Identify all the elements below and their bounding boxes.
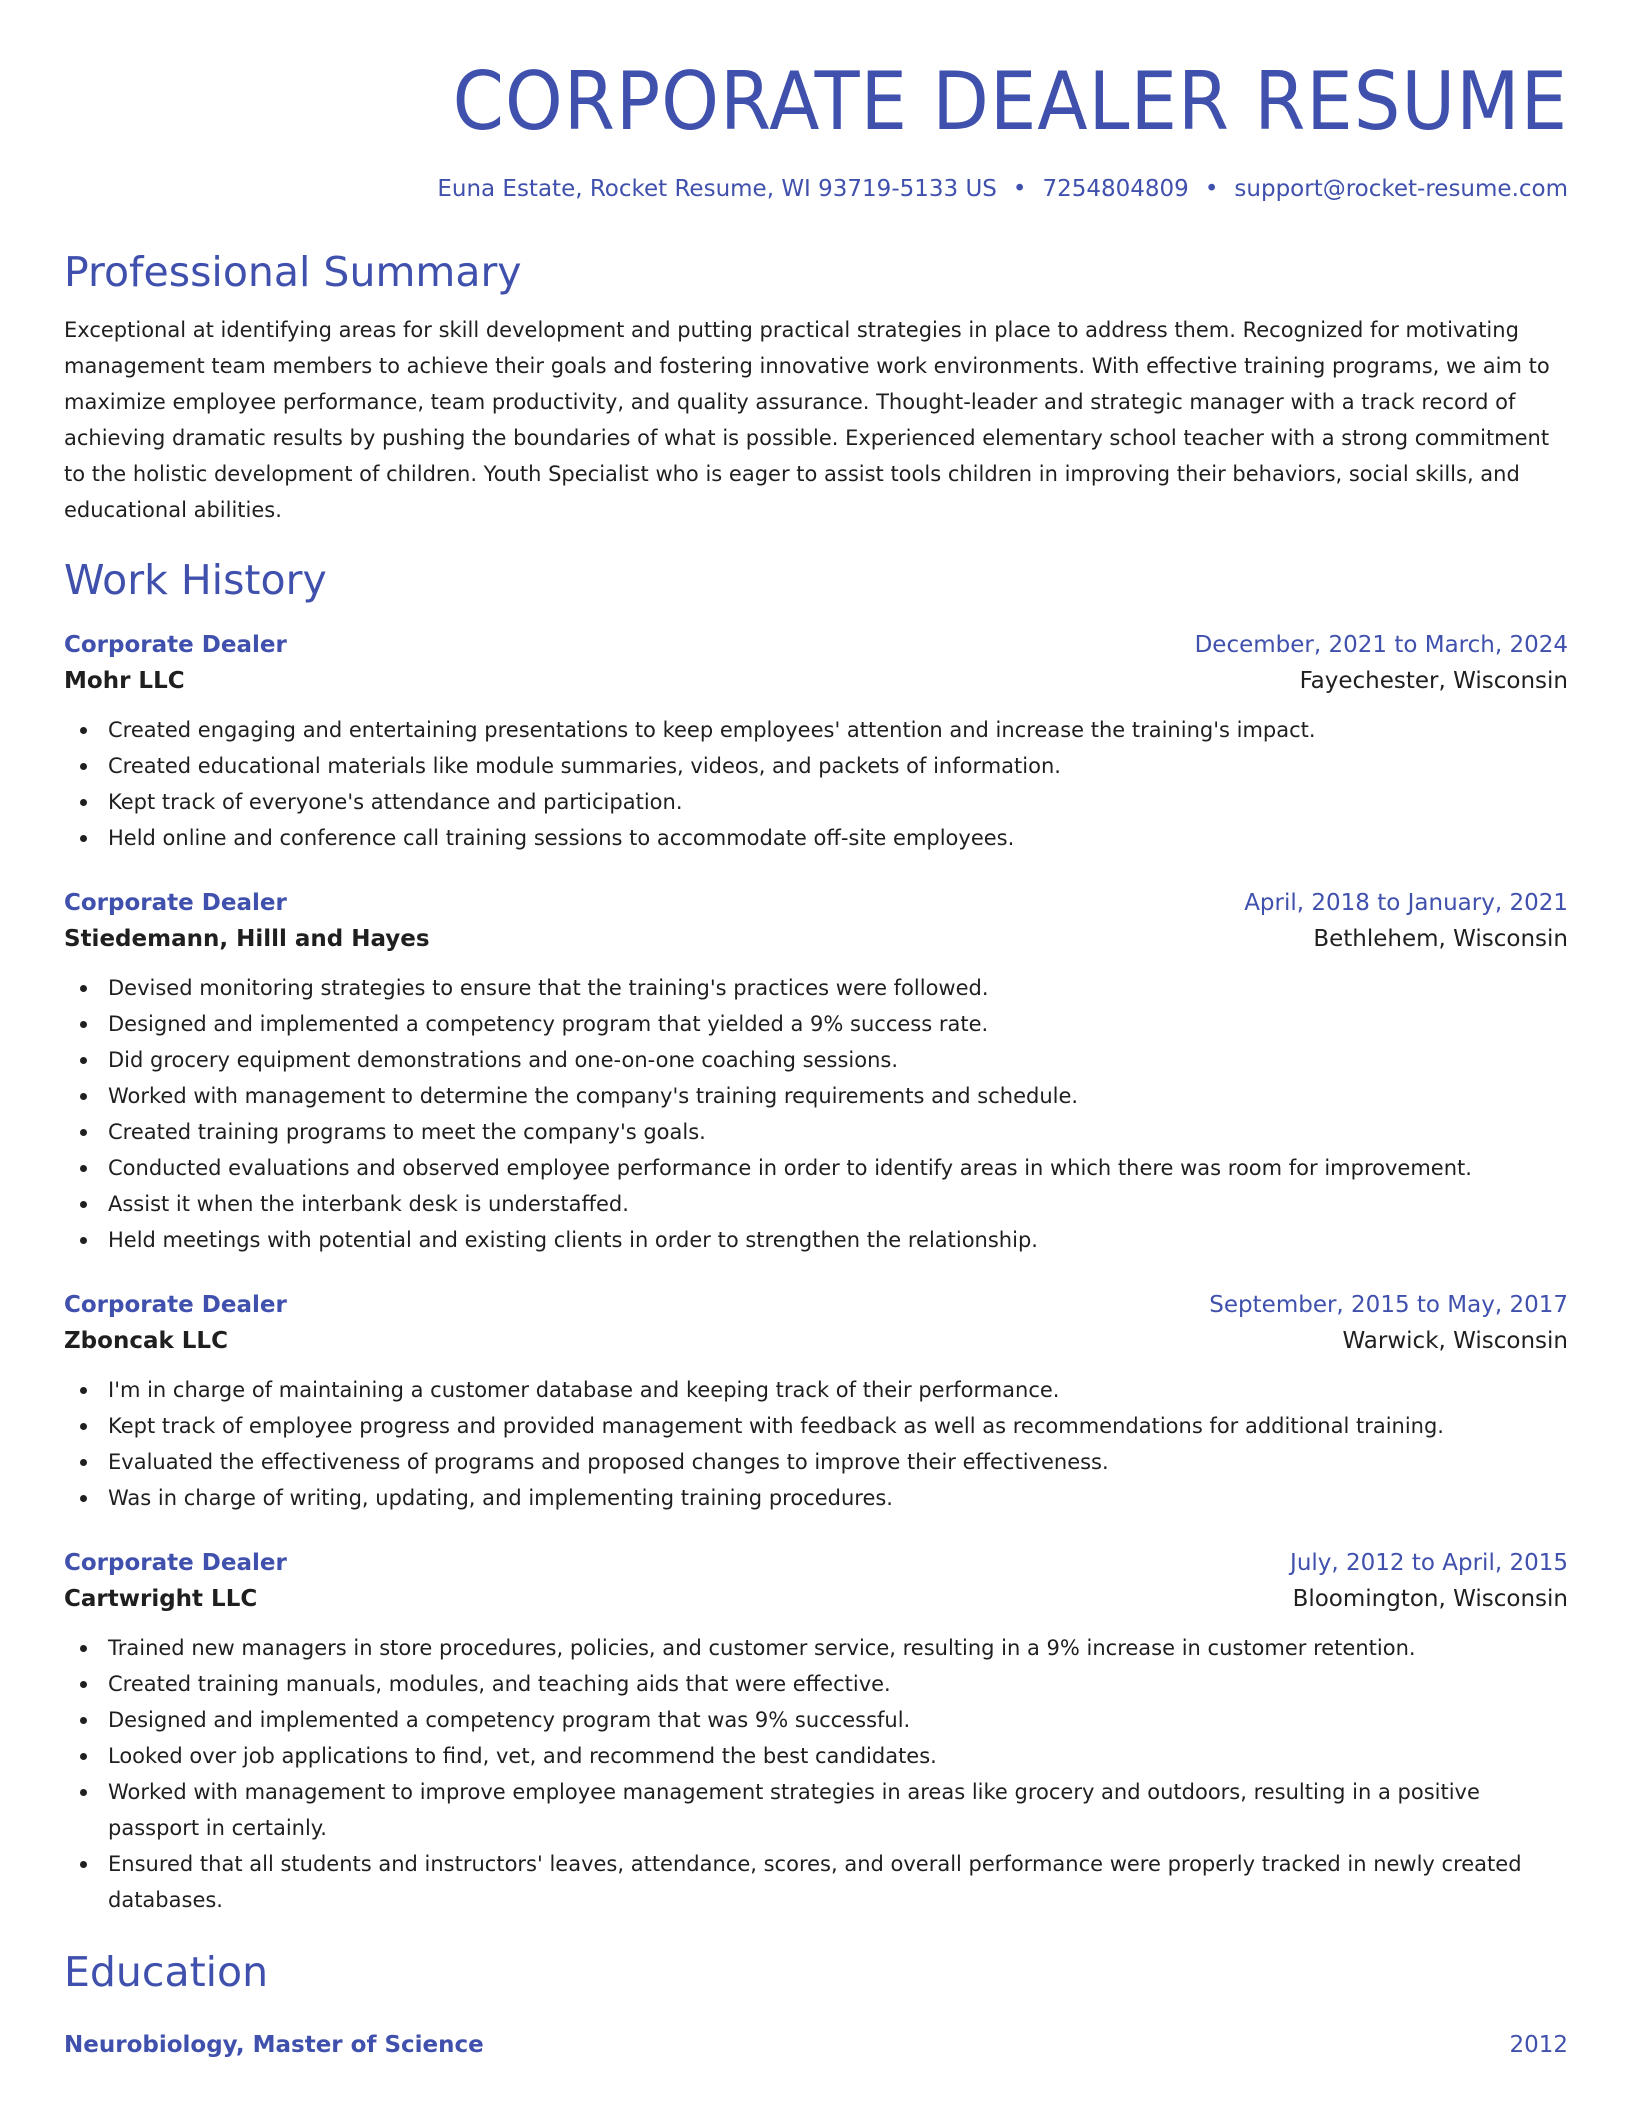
contact-separator: • [1012,176,1027,202]
job-bullet-item: Kept track of employee progress and provided management with feedback as well as recommendations for additional training. [64,1408,1568,1444]
summary-text: Exceptional at identifying areas for skill development and putting practical strategies in place to address them. Recognized for motivating management team members to achieve their goals and fostering innovative work environments. With effective training programs, we aim to maximize employee performance, team productivity, and quality assurance. Thought-leader and strategic manager with a track record of achieving dramatic results by pushing the boundaries of what is possible. Experienced elementary school teacher with a strong commitment to the holistic development of children. Youth Specialist who is eager to assist tools children in improving their behaviors, social skills, and educational abilities. [64,318,1550,522]
job-bullet-item: Kept track of everyone's attendance and participation. [64,784,1568,820]
job-title-row [64,886,1568,920]
job-dates: April, 2018 to January, 2021 [1244,890,1568,916]
job-bullet-item: Was in charge of writing, updating, and implementing training procedures. [64,1480,1568,1516]
job-bullet-item: Held online and conference call training sessions to accommodate off-site employees. [64,820,1568,856]
job-bullet-item: Conducted evaluations and observed employee performance in order to identify areas in which there was room for improvement. [64,1150,1568,1186]
job-bullet-item: Trained new managers in store procedures, policies, and customer service, resulting in a 9% increase in customer retention. [64,1630,1568,1666]
work-history-section [64,554,1568,1918]
contact-separator: • [1204,176,1219,202]
job-title-row [64,1546,1568,1580]
contact-line [64,174,1568,204]
job-location: Fayechester, Wisconsin [1299,668,1568,694]
job-company: Stiedemann, Hilll and Hayes [64,926,430,952]
contact-email[interactable]: support@rocket-resume.com [1234,176,1568,202]
job-title: Corporate Dealer [64,890,287,916]
job-bullet-list [64,970,1568,1258]
job-dates: December, 2021 to March, 2024 [1194,632,1568,658]
job-title: Corporate Dealer [64,1292,287,1318]
job-bullet-item: Created engaging and entertaining presentations to keep employees' attention and increase the training's impact. [64,712,1568,748]
resume-title: CORPORATE DEALER RESUME [452,55,1568,148]
job-dates: July, 2012 to April, 2015 [1290,1550,1568,1576]
job-bullet-item: Ensured that all students and instructors' leaves, attendance, scores, and overall performance were properly tracked in newly created databases. [64,1846,1568,1918]
education-year: 2012 [1509,2032,1568,2058]
job-bullet-item: Designed and implemented a competency program that yielded a 9% success rate. [64,1006,1568,1042]
job-bullet-item: Worked with management to improve employee management strategies in areas like grocery and outdoors, resulting in a positive passport in certainly. [64,1774,1568,1846]
jobs-list [64,628,1568,1918]
job-bullet-list [64,1372,1568,1516]
job-title-row [64,628,1568,662]
job-title: Corporate Dealer [64,632,287,658]
job-entry [64,1288,1568,1516]
job-entry [64,628,1568,856]
job-location: Bethlehem, Wisconsin [1313,926,1568,952]
job-location: Warwick, Wisconsin [1342,1328,1568,1354]
job-entry [64,886,1568,1258]
job-bullet-item: Assist it when the interbank desk is understaffed. [64,1186,1568,1222]
job-company: Zboncak LLC [64,1328,228,1354]
job-bullet-item: Worked with management to determine the company's training requirements and schedule. [64,1078,1568,1114]
job-bullet-item: Looked over job applications to find, vet, and recommend the best candidates. [64,1738,1568,1774]
contact-address: Euna Estate, Rocket Resume, WI 93719-5133 US [437,176,997,202]
job-bullet-item: Created educational materials like module summaries, videos, and packets of information. [64,748,1568,784]
job-company-row [64,1580,1568,1618]
job-bullet-list [64,712,1568,856]
job-title-row [64,1288,1568,1322]
education-entry [64,2028,1568,2062]
summary-heading: Professional Summary [64,248,522,296]
job-title: Corporate Dealer [64,1550,287,1576]
education-heading: Education [64,1948,269,1996]
job-bullet-item: Devised monitoring strategies to ensure that the training's practices were followed. [64,970,1568,1006]
job-bullet-item: Evaluated the effectiveness of programs and proposed changes to improve their effectiveness. [64,1444,1568,1480]
job-entry [64,1546,1568,1918]
job-bullet-item: Created training manuals, modules, and teaching aids that were effective. [64,1666,1568,1702]
job-dates: September, 2015 to May, 2017 [1209,1292,1568,1318]
job-bullet-item: Designed and implemented a competency program that was 9% successful. [64,1702,1568,1738]
professional-summary-section [64,246,1568,528]
job-bullet-list [64,1630,1568,1918]
job-company: Mohr LLC [64,668,185,694]
work-history-heading: Work History [64,556,327,604]
job-location: Bloomington, Wisconsin [1292,1586,1568,1612]
job-bullet-item: Held meetings with potential and existing clients in order to strengthen the relationship. [64,1222,1568,1258]
contact-phone[interactable]: 7254804809 [1042,176,1189,202]
education-degree: Neurobiology, Master of Science [64,2032,484,2058]
job-bullet-item: Created training programs to meet the company's goals. [64,1114,1568,1150]
job-bullet-item: Did grocery equipment demonstrations and one-on-one coaching sessions. [64,1042,1568,1078]
job-company: Cartwright LLC [64,1586,258,1612]
job-bullet-item: I'm in charge of maintaining a customer database and keeping track of their performance. [64,1372,1568,1408]
job-company-row [64,920,1568,958]
job-company-row [64,1322,1568,1360]
job-company-row [64,662,1568,700]
education-section [64,1946,1568,2062]
